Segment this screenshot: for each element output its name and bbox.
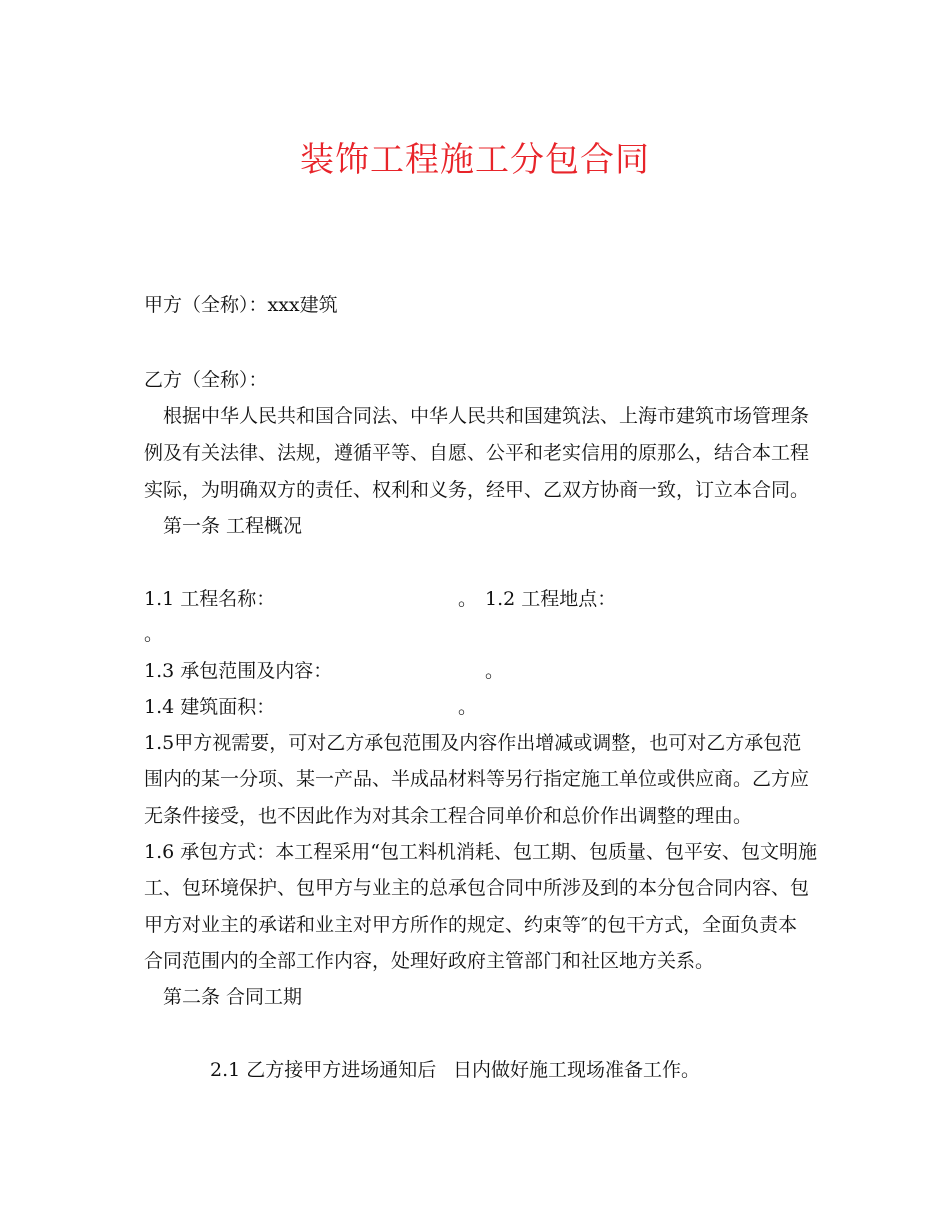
item-1-4-label: 1.4 建筑面积： (144, 696, 276, 718)
item-2-1-part-a: 2.1 乙方接甲方进场通知后 (210, 1059, 437, 1081)
item-1-4-end: 。 (458, 696, 478, 718)
item-1-5-line-3: 无条件接受，也不因此作为对其余工程合同单价和总价作出调整的理由。 (144, 805, 753, 827)
document-title: 装饰工程施工分包合同 (300, 140, 650, 180)
item-1-6-line-3: 甲方对业主的承诺和业主对甲方所作的规定、约束等″的包干方式，全面负责本 (144, 914, 798, 936)
item-1-3-label: 1.3 承包范围及内容： (144, 660, 333, 682)
item-1-6-line-1: 1.6 承包方式：本工程采用“包工料机消耗、包工期、包质量、包平安、包文明施 (144, 841, 817, 863)
article-1-heading: 第一条 工程概况 (163, 515, 303, 537)
item-1-3-end: 。 (485, 660, 505, 682)
item-1-5-line-2: 围内的某一分项、某一产品、半成品材料等另行指定施工单位或供应商。乙方应 (144, 768, 810, 790)
party-a-line: 甲方（全称）：xxx建筑 (144, 294, 338, 316)
preamble-line-2: 例及有关法律、法规，遵循平等、自愿、公平和老实信用的原那么，结合本工程 (144, 442, 810, 464)
article-2-heading: 第二条 合同工期 (163, 986, 303, 1008)
item-1-5-line-1: 1.5甲方视需要，可对乙方承包范围及内容作出增减或调整，也可对乙方承包范 (144, 732, 802, 754)
item-1-6-line-2: 工、包环境保护、包甲方与业主的总承包合同中所涉及到的本分包合同内容、包 (144, 877, 810, 899)
item-1-2-label: 1.2 工程地点： (485, 588, 617, 610)
item-1-6-line-4: 合同范围内的全部工作内容，处理好政府主管部门和社区地方关系。 (144, 950, 715, 972)
preamble-line-1: 根据中华人民共和国合同法、中华人民共和国建筑法、上海市建筑市场管理条 (163, 405, 810, 427)
item-2-1-part-b: 日内做好施工现场准备工作。 (453, 1059, 701, 1081)
party-b-line: 乙方（全称）： (144, 369, 268, 391)
item-1-2-end: 。 (144, 623, 164, 645)
item-1-1-end: 。 (458, 588, 478, 610)
item-1-1-label: 1.1 工程名称： (144, 588, 276, 610)
preamble-line-3: 实际，为明确双方的责任、权利和义务，经甲、乙双方协商一致，订立本合同。 (144, 479, 810, 501)
